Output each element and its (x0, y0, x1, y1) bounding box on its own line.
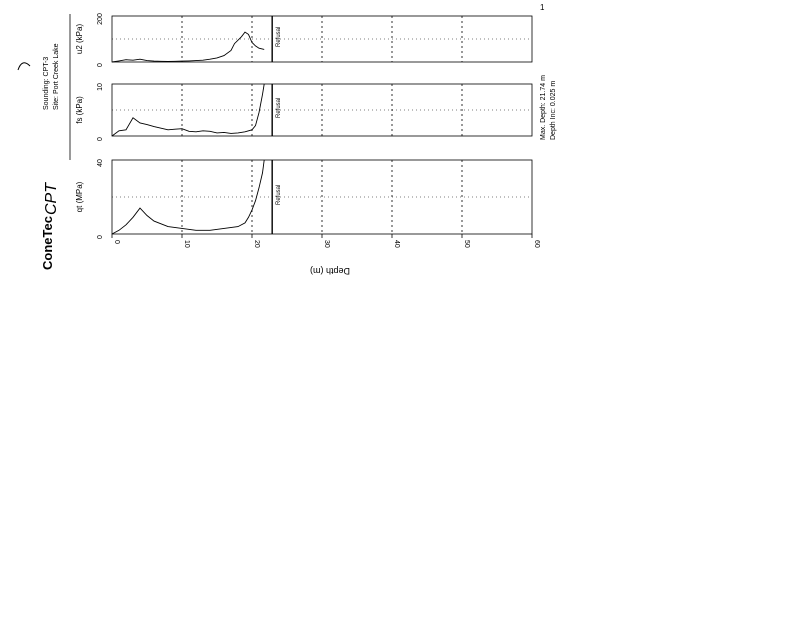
x-tick-label: 30 (323, 240, 330, 248)
x-tick-label: 0 (113, 240, 120, 244)
site-location: Site: Port Creek Lake (53, 43, 60, 110)
x-tick-label: 10 (183, 240, 190, 248)
y-axis-label: qt (MPa) (75, 181, 84, 213)
y-tick-label: 200 (97, 13, 104, 25)
y-axis-label: fs (kPa) (75, 96, 84, 124)
x-tick-label: 50 (463, 240, 470, 248)
y-tick-label: 0 (97, 63, 104, 67)
company-name: ConeTec (40, 216, 55, 270)
x-tick-label: 20 (253, 240, 260, 248)
y-tick-label: 0 (97, 137, 104, 141)
refusal-note: Refusal (276, 184, 283, 205)
logo-text: CPT (43, 183, 60, 215)
y-tick-label: 0 (97, 235, 104, 239)
x-tick-label: 40 (393, 240, 400, 248)
refusal-note: Refusal (276, 26, 283, 47)
sounding-id: Sounding: CPT-3 (43, 56, 50, 110)
page-number: 1 (540, 3, 545, 12)
y-tick-label: 40 (97, 159, 104, 167)
y-tick-label: 10 (97, 83, 104, 91)
x-axis-label: Depth (m) (309, 266, 351, 276)
refusal-note: Refusal (276, 97, 283, 118)
y-axis-label: u2 (kPa) (75, 23, 84, 55)
max-depth-label: Max. Depth: 21.74 m (540, 75, 547, 140)
x-tick-label: 60 (533, 240, 540, 248)
depth-interval-label: Depth Inc: 0.025 m (550, 80, 557, 140)
